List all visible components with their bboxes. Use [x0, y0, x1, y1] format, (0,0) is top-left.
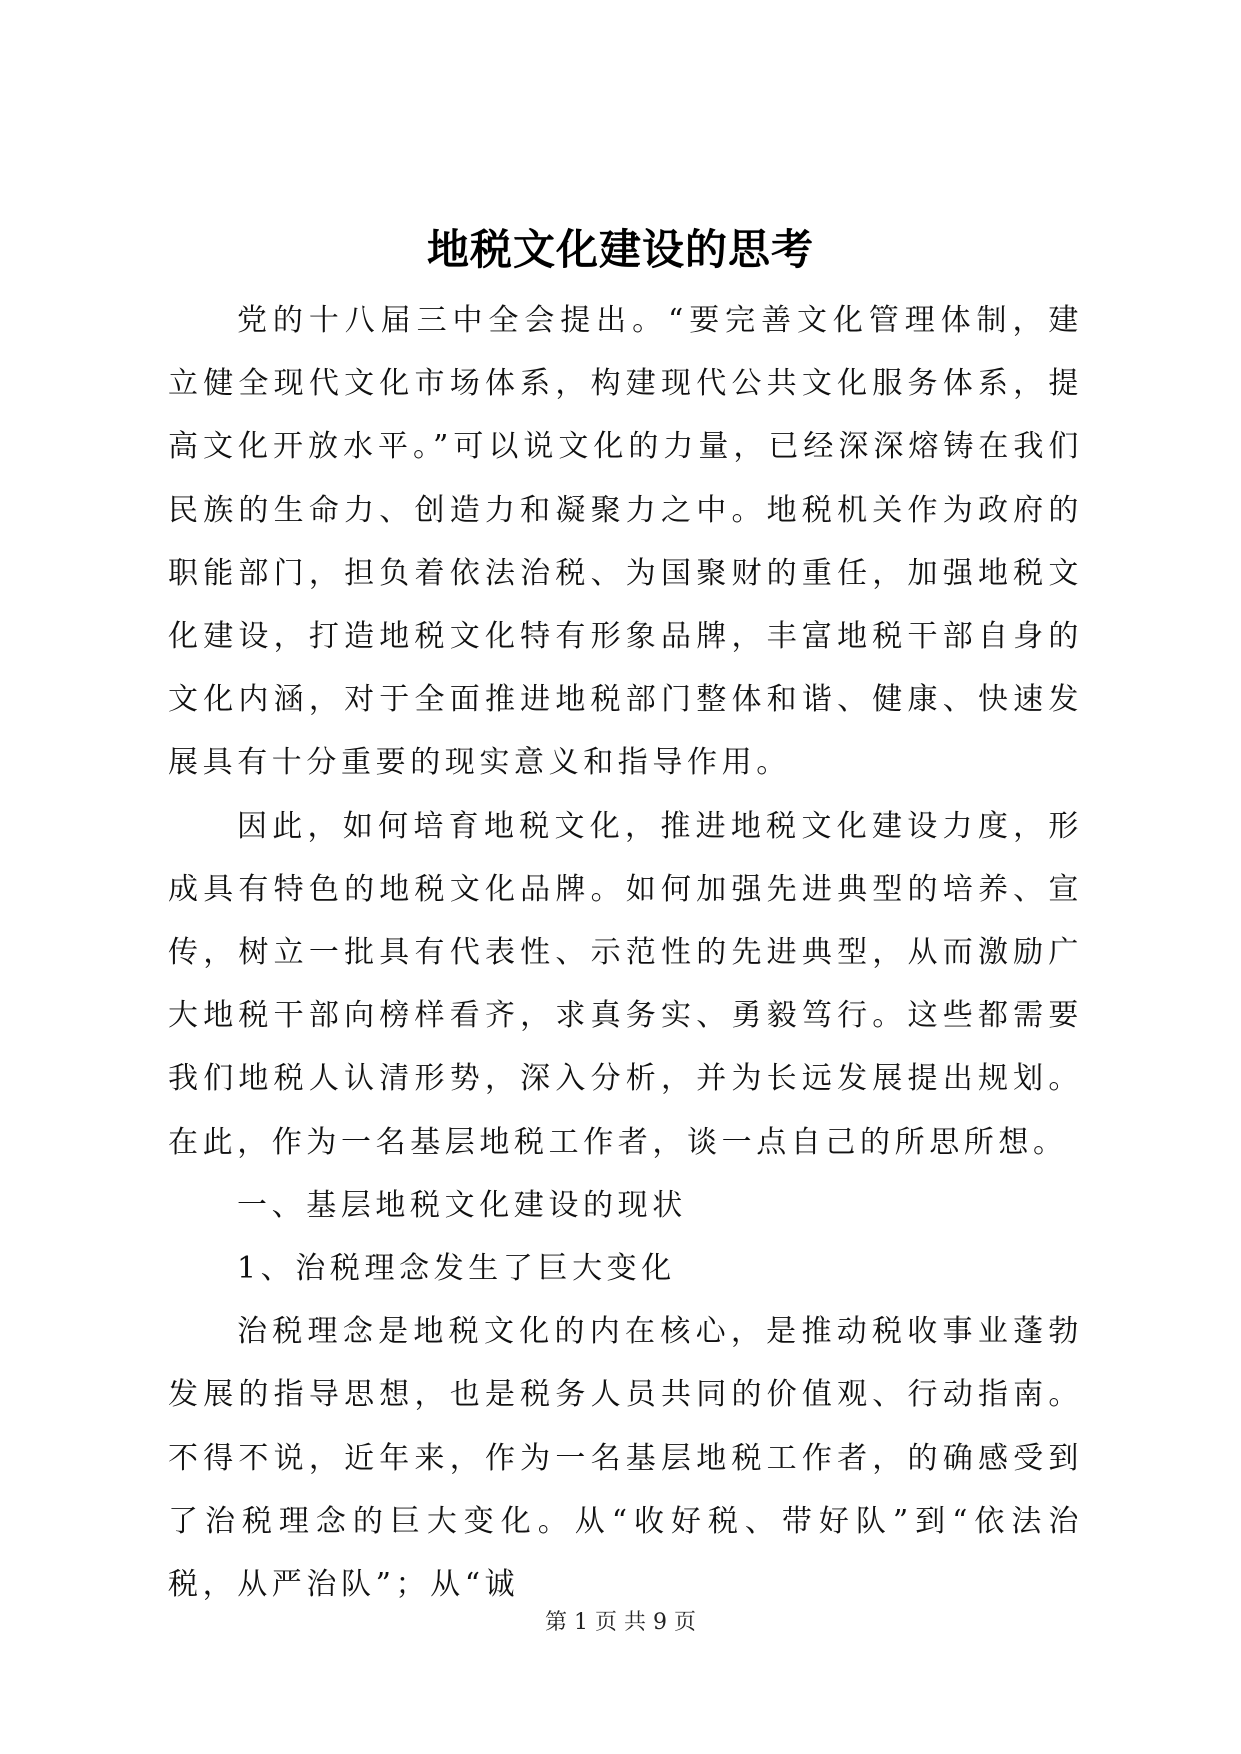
paragraph: 治税理念是地税文化的内在核心，是推动税收事业蓬勃发展的指导思想，也是税务人员共同的价值观、行动指南。不得不说，近年来，作为一名基层地税工作者，的确感受到了治税理念的巨大变化。从“收好税、带好队”到“依法治税，从严治队”；从“诚 — [168, 1314, 1083, 1603]
document-body — [168, 289, 1083, 1616]
subsection-heading: 1、治税理念发生了巨大变化 — [237, 1251, 676, 1287]
page-number-footer: 第 1 页 共 9 页 — [545, 1610, 696, 1635]
document-title: 地税文化建设的思考 — [426, 225, 814, 274]
paragraph: 党的十八届三中全会提出。“要完善文化管理体制，建立健全现代文化市场体系，构建现代公共文化服务体系，提高文化开放水平。”可以说文化的力量，已经深深熔铸在我们民族的生命力、创造力和凝聚力之中。地税机关作为政府的职能部门，担负着依法治税、为国聚财的重任，加强地税文化建设，打造地税文化特有形象品牌，丰富地税干部自身的文化内涵，对于全面推进地税部门整体和谐、健康、快速发展具有十分重要的现实意义和指导作用。 — [168, 303, 1083, 781]
paragraph: 因此，如何培育地税文化，推进地税文化建设力度，形成具有特色的地税文化品牌。如何加强先进典型的培养、宣传，树立一批具有代表性、示范性的先进典型，从而激励广大地税干部向榜样看齐，求真务实、勇毅笃行。这些都需要我们地税人认清形势，深入分析，并为长远发展提出规划。在此，作为一名基层地税工作者，谈一点自己的所思所想。 — [168, 808, 1083, 1160]
section-heading: 一、基层地税文化建设的现状 — [237, 1187, 687, 1223]
